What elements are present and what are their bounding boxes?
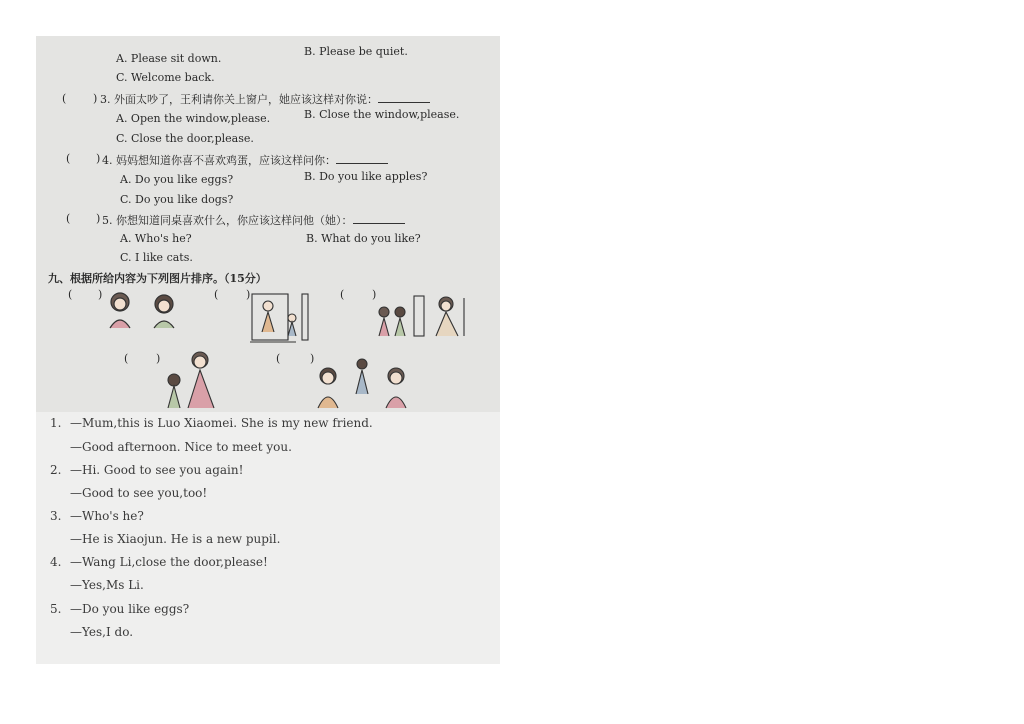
option-c-prev: C. Welcome back. [116,71,215,84]
section-nine-title: 九、根据所给内容为下列图片排序。（15分） [48,272,267,285]
dialogue-3-line-2: —He is Xiaojun. He is a new pupil. [70,532,281,546]
picture-3-paren-close: ) [372,288,377,301]
q4-option-a: A. Do you like eggs? [120,173,234,186]
dialogue-5-number: 5. [50,602,62,616]
q3-option-c: C. Close the door,please. [116,132,254,145]
question-3-number: 3. [100,93,111,106]
q5-option-b: B. What do you like? [306,232,421,245]
dialogue-2-line-2: —Good to see you,too! [70,486,208,500]
picture-mother-child [160,350,222,410]
dialogue-1-line-2: —Good afternoon. Nice to meet you. [70,440,292,454]
dialogue-4-line-1: —Wang Li,close the door,please! [70,555,268,569]
question-5-number: 5. [102,214,113,227]
answer-paren-open-q3: ( [62,92,67,105]
dialogue-2-number: 2. [50,463,62,477]
dialogue-4-number: 4. [50,555,62,569]
picture-1-paren-close: ) [98,288,103,301]
dialogue-5-line-1: —Do you like eggs? [70,602,190,616]
dialogue-1-line-1: —Mum,this is Luo Xiaomei. She is my new friend. [70,416,373,430]
picture-1-paren-open: ( [68,288,73,301]
picture-friends-meeting [312,354,416,410]
dialogue-1-number: 1. [50,416,62,430]
picture-4-paren-close: ) [156,352,161,365]
question-3-stem: 外面太吵了，王利请你关上窗户，她应该这样对你说： [114,93,378,106]
answer-paren-close-q4: ) [96,152,101,165]
dialogue-4-line-2: —Yes,Ms Li. [70,578,144,592]
dialogue-3-line-1: —Who's he? [70,509,144,523]
question-4-number: 4. [102,154,113,167]
answer-paren-open-q4: ( [66,152,71,165]
answer-blank [378,92,430,103]
question-4 [102,152,388,168]
answer-paren-close-q5: ) [96,212,101,225]
picture-teacher-door [248,292,318,344]
picture-5-paren-open: ( [276,352,281,365]
question-5 [102,212,405,228]
dialogue-2-line-1: —Hi. Good to see you again! [70,463,244,477]
picture-2-paren-close: ) [246,288,251,301]
answer-blank [336,153,388,164]
dialogue-5-line-2: —Yes,I do. [70,625,134,639]
answer-paren-close-q3: ) [93,92,98,105]
picture-5-paren-close: ) [310,352,315,365]
answer-paren-open-q5: ( [66,212,71,225]
answer-blank [353,213,405,224]
picture-two-girls [102,288,188,330]
picture-4-paren-open: ( [124,352,129,365]
scanned-page [36,36,500,664]
q3-option-a: A. Open the window,please. [116,112,271,125]
picture-pupils-teacher [374,294,472,338]
picture-2-paren-open: ( [214,288,219,301]
q5-option-c: C. I like cats. [120,251,193,264]
picture-3-paren-open: ( [340,288,345,301]
q4-option-b: B. Do you like apples? [304,170,428,183]
option-b-prev: B. Please be quiet. [304,45,408,58]
question-3 [100,91,430,107]
q4-option-c: C. Do you like dogs? [120,193,234,206]
q3-option-b: B. Close the window,please. [304,108,460,121]
question-4-stem: 妈妈想知道你喜不喜欢鸡蛋，应该这样问你： [116,154,336,167]
dialogue-3-number: 3. [50,509,62,523]
option-a-prev: A. Please sit down. [116,52,222,65]
q5-option-a: A. Who's he? [120,232,192,245]
question-5-stem: 你想知道同桌喜欢什么，你应该这样问他（她）： [116,214,353,227]
